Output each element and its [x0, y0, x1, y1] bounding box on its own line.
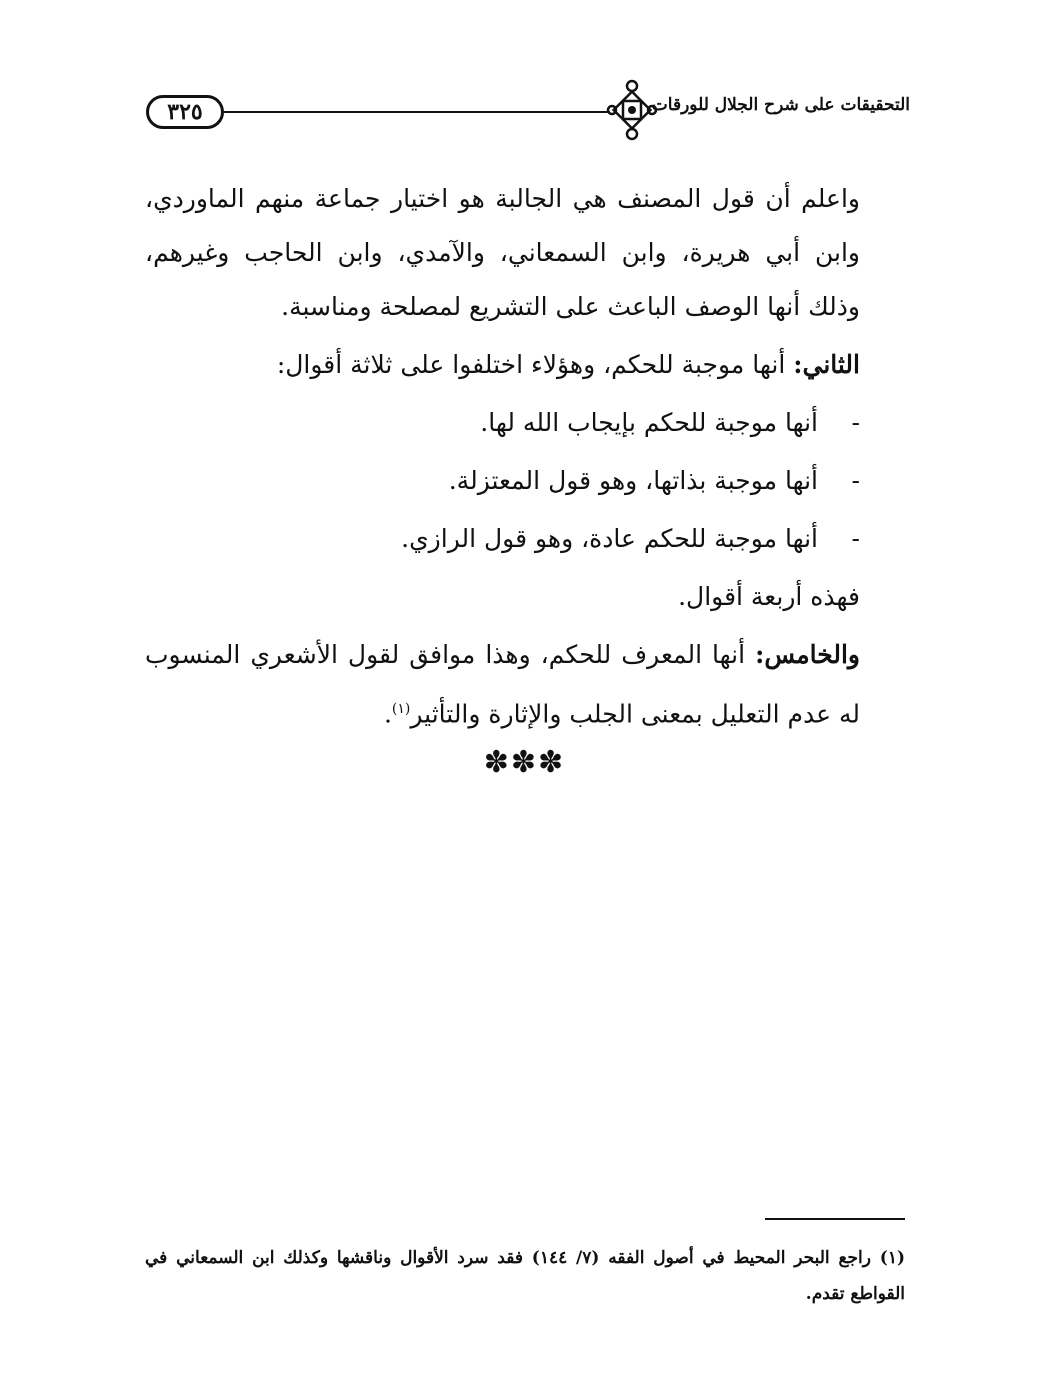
paragraph-1	[145, 172, 905, 334]
footnote-rule	[765, 1218, 905, 1220]
list-item-text: أنها موجبة للحكم عادة، وهو قول الرازي.	[401, 524, 818, 553]
footnote-reference[interactable]: (١)	[391, 701, 411, 717]
list-item	[145, 454, 905, 508]
bullet-dash: -	[851, 466, 860, 495]
list-item	[145, 512, 905, 566]
para1-text: أن قول المصنف هي الجالبة هو اختيار جماعة منهم الماوردي، وابن أبي هريرة، وابن السمعاني، والآمدي، وابن الحاجب وغيرهم، وذلك أنها الوصف الباعث على التشريع لمصلحة ومناسبة.	[145, 184, 860, 321]
footnote	[145, 1240, 905, 1312]
para2-text: أنها موجبة للحكم، وهؤلاء اختلفوا على ثلاثة أقوال:	[276, 350, 794, 379]
bullet-dash: -	[851, 408, 860, 437]
footnote-text: راجع البحر المحيط في أصول الفقه (٧/ ١٤٤) فقد سرد الأقوال وناقشها وكذلك ابن السمعاني في القواطع تقدم.	[145, 1248, 905, 1304]
para4-lead: والخامس:	[755, 640, 860, 669]
paragraph-2	[145, 338, 905, 392]
para4-text: أنها المعرف للحكم، وهذا موافق لقول الأشعري المنسوب له عدم التعليل بمعنى الجلب والإثارة والتأثير	[145, 640, 860, 729]
para2-lead: الثاني:	[793, 350, 860, 379]
page-header	[140, 75, 910, 145]
footnote-number: (١)	[879, 1248, 905, 1268]
running-title: التحقيقات على شرح الجلال للورقات	[651, 95, 910, 115]
main-text	[145, 172, 905, 741]
bullet-dash: -	[851, 524, 860, 553]
page-number-badge: ٣٢٥	[146, 95, 224, 129]
section-separator: ✽✽✽	[483, 745, 566, 780]
para1-lead: واعلم	[801, 184, 860, 213]
paragraph-4	[145, 628, 905, 741]
para4-end: .	[383, 699, 392, 729]
header-rule	[224, 111, 610, 113]
list-item-text: أنها موجبة بذاتها، وهو قول المعتزلة.	[448, 466, 818, 495]
list-item	[145, 396, 905, 450]
paragraph-3: فهذه أربعة أقوال.	[678, 582, 860, 611]
list-item-text: أنها موجبة للحكم بإيجاب الله لها.	[480, 408, 818, 437]
